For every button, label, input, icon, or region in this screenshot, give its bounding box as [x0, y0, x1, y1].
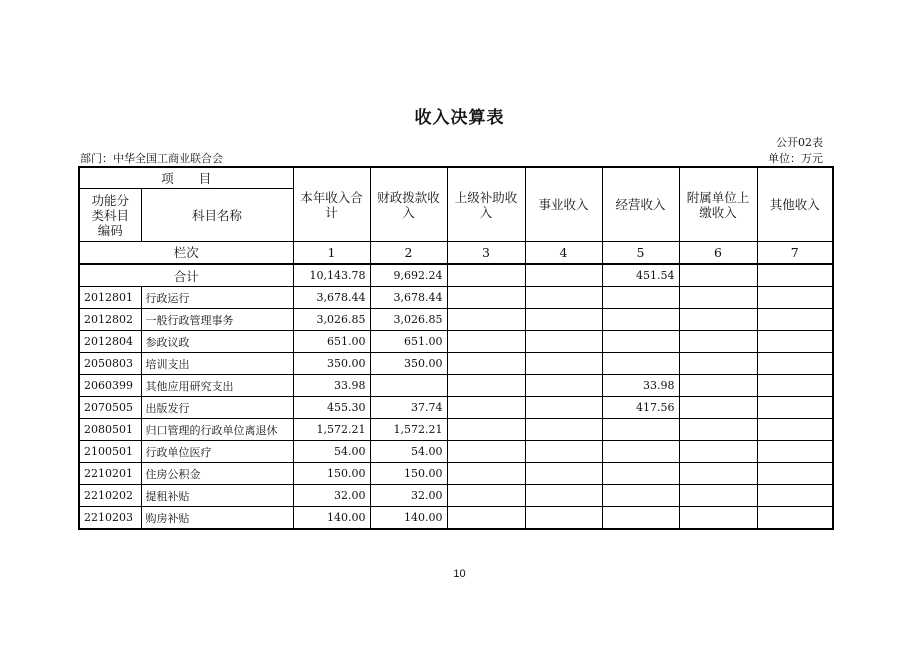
row-value — [757, 397, 833, 419]
total-cell — [757, 264, 833, 287]
row-value — [525, 309, 602, 331]
row-value — [602, 419, 679, 441]
row-value — [602, 463, 679, 485]
total-cell: 9,692.24 — [370, 264, 447, 287]
table-row — [79, 419, 833, 441]
row-value — [757, 331, 833, 353]
row-value — [525, 441, 602, 463]
row-value: 1,572.21 — [370, 419, 447, 441]
column-number: 1 — [293, 242, 370, 265]
row-value — [447, 331, 525, 353]
row-value: 37.74 — [370, 397, 447, 419]
row-code: 2070505 — [79, 397, 141, 419]
row-code: 2012804 — [79, 331, 141, 353]
row-value: 32.00 — [293, 485, 370, 507]
row-code: 2210201 — [79, 463, 141, 485]
table-row — [79, 309, 833, 331]
row-value — [447, 375, 525, 397]
row-code: 2210202 — [79, 485, 141, 507]
row-value — [525, 353, 602, 375]
row-value — [679, 397, 757, 419]
page-title: 收入决算表 — [414, 108, 505, 128]
table-row — [79, 375, 833, 397]
row-value — [679, 309, 757, 331]
header-item: 项 目 — [79, 167, 293, 189]
row-value: 3,678.44 — [370, 287, 447, 309]
row-value — [525, 331, 602, 353]
table-row — [79, 353, 833, 375]
row-value — [602, 441, 679, 463]
column-number: 3 — [447, 242, 525, 265]
row-name: 一般行政管理事务 — [141, 309, 293, 331]
table-row — [79, 331, 833, 353]
row-value — [679, 485, 757, 507]
header-lanci: 栏次 — [79, 242, 293, 265]
row-value — [757, 507, 833, 530]
header-number-row — [79, 242, 833, 265]
row-value — [447, 397, 525, 419]
income-table — [78, 166, 834, 530]
row-value — [447, 353, 525, 375]
row-value — [679, 331, 757, 353]
row-value — [525, 419, 602, 441]
row-value — [757, 353, 833, 375]
row-value — [525, 463, 602, 485]
row-name: 购房补贴 — [141, 507, 293, 530]
row-value — [525, 397, 602, 419]
row-value — [757, 419, 833, 441]
row-value — [679, 507, 757, 530]
row-value: 54.00 — [370, 441, 447, 463]
row-value — [602, 331, 679, 353]
row-value: 651.00 — [293, 331, 370, 353]
header-col-7: 其他收入 — [757, 167, 833, 242]
row-value — [757, 485, 833, 507]
row-code: 2050803 — [79, 353, 141, 375]
row-value — [757, 463, 833, 485]
total-cell: 10,143.78 — [293, 264, 370, 287]
header-col-6: 附属单位上缴收入 — [679, 167, 757, 242]
row-value: 651.00 — [370, 331, 447, 353]
row-value — [447, 309, 525, 331]
row-value: 350.00 — [370, 353, 447, 375]
row-value — [679, 375, 757, 397]
row-name: 行政单位医疗 — [141, 441, 293, 463]
table-row — [79, 287, 833, 309]
row-code: 2012801 — [79, 287, 141, 309]
row-name: 培训支出 — [141, 353, 293, 375]
header-name: 科目名称 — [141, 189, 293, 242]
row-value — [447, 463, 525, 485]
row-name: 行政运行 — [141, 287, 293, 309]
total-label: 合计 — [79, 264, 293, 287]
total-cell — [679, 264, 757, 287]
total-cell — [525, 264, 602, 287]
row-code: 2080501 — [79, 419, 141, 441]
table-row — [79, 485, 833, 507]
column-number: 4 — [525, 242, 602, 265]
row-value — [447, 441, 525, 463]
row-value — [757, 375, 833, 397]
row-value: 54.00 — [293, 441, 370, 463]
page-number: 10 — [453, 568, 466, 580]
column-number: 5 — [602, 242, 679, 265]
row-value — [679, 287, 757, 309]
row-value — [525, 287, 602, 309]
row-value — [679, 353, 757, 375]
header-col-4: 事业收入 — [525, 167, 602, 242]
row-value: 140.00 — [293, 507, 370, 530]
table-row — [79, 397, 833, 419]
row-name: 其他应用研究支出 — [141, 375, 293, 397]
row-value — [525, 485, 602, 507]
row-value — [447, 287, 525, 309]
row-code: 2060399 — [79, 375, 141, 397]
row-value: 455.30 — [293, 397, 370, 419]
row-value — [447, 485, 525, 507]
row-value — [602, 485, 679, 507]
row-value — [602, 507, 679, 530]
row-value: 1,572.21 — [293, 419, 370, 441]
row-value — [679, 441, 757, 463]
column-number: 2 — [370, 242, 447, 265]
form-number: 公开02表 — [776, 136, 823, 149]
row-name: 参政议政 — [141, 331, 293, 353]
total-cell: 451.54 — [602, 264, 679, 287]
row-code: 2210203 — [79, 507, 141, 530]
row-name: 归口管理的行政单位离退休 — [141, 419, 293, 441]
row-code: 2100501 — [79, 441, 141, 463]
row-value: 417.56 — [602, 397, 679, 419]
header-col-2: 财政拨款收入 — [370, 167, 447, 242]
row-value — [757, 309, 833, 331]
header-col-3: 上级补助收入 — [447, 167, 525, 242]
header-row-1 — [79, 167, 833, 189]
row-value: 140.00 — [370, 507, 447, 530]
header-col-1: 本年收入合计 — [293, 167, 370, 242]
row-value: 33.98 — [602, 375, 679, 397]
row-value: 150.00 — [293, 463, 370, 485]
row-value: 33.98 — [293, 375, 370, 397]
row-value: 32.00 — [370, 485, 447, 507]
row-value — [447, 419, 525, 441]
row-value — [679, 419, 757, 441]
column-number: 6 — [679, 242, 757, 265]
data-rows — [79, 287, 833, 530]
total-row — [79, 264, 833, 287]
table-row — [79, 463, 833, 485]
row-code: 2012802 — [79, 309, 141, 331]
total-cell — [447, 264, 525, 287]
row-value — [757, 287, 833, 309]
row-value — [370, 375, 447, 397]
row-value — [525, 507, 602, 530]
row-value — [757, 441, 833, 463]
row-name: 提租补贴 — [141, 485, 293, 507]
department-label: 部门：中华全国工商业联合会 — [80, 152, 223, 165]
row-value: 3,026.85 — [370, 309, 447, 331]
row-value: 3,678.44 — [293, 287, 370, 309]
row-name: 住房公积金 — [141, 463, 293, 485]
row-value — [679, 463, 757, 485]
header-code: 功能分类科目编码 — [79, 189, 141, 242]
header-col-5: 经营收入 — [602, 167, 679, 242]
row-value: 350.00 — [293, 353, 370, 375]
table-row — [79, 507, 833, 530]
row-value — [602, 287, 679, 309]
row-value — [525, 375, 602, 397]
column-number: 7 — [757, 242, 833, 265]
row-value — [602, 353, 679, 375]
table-row — [79, 441, 833, 463]
row-value: 150.00 — [370, 463, 447, 485]
row-value — [602, 309, 679, 331]
unit-label: 单位：万元 — [768, 152, 823, 165]
row-value — [447, 507, 525, 530]
row-value: 3,026.85 — [293, 309, 370, 331]
row-name: 出版发行 — [141, 397, 293, 419]
